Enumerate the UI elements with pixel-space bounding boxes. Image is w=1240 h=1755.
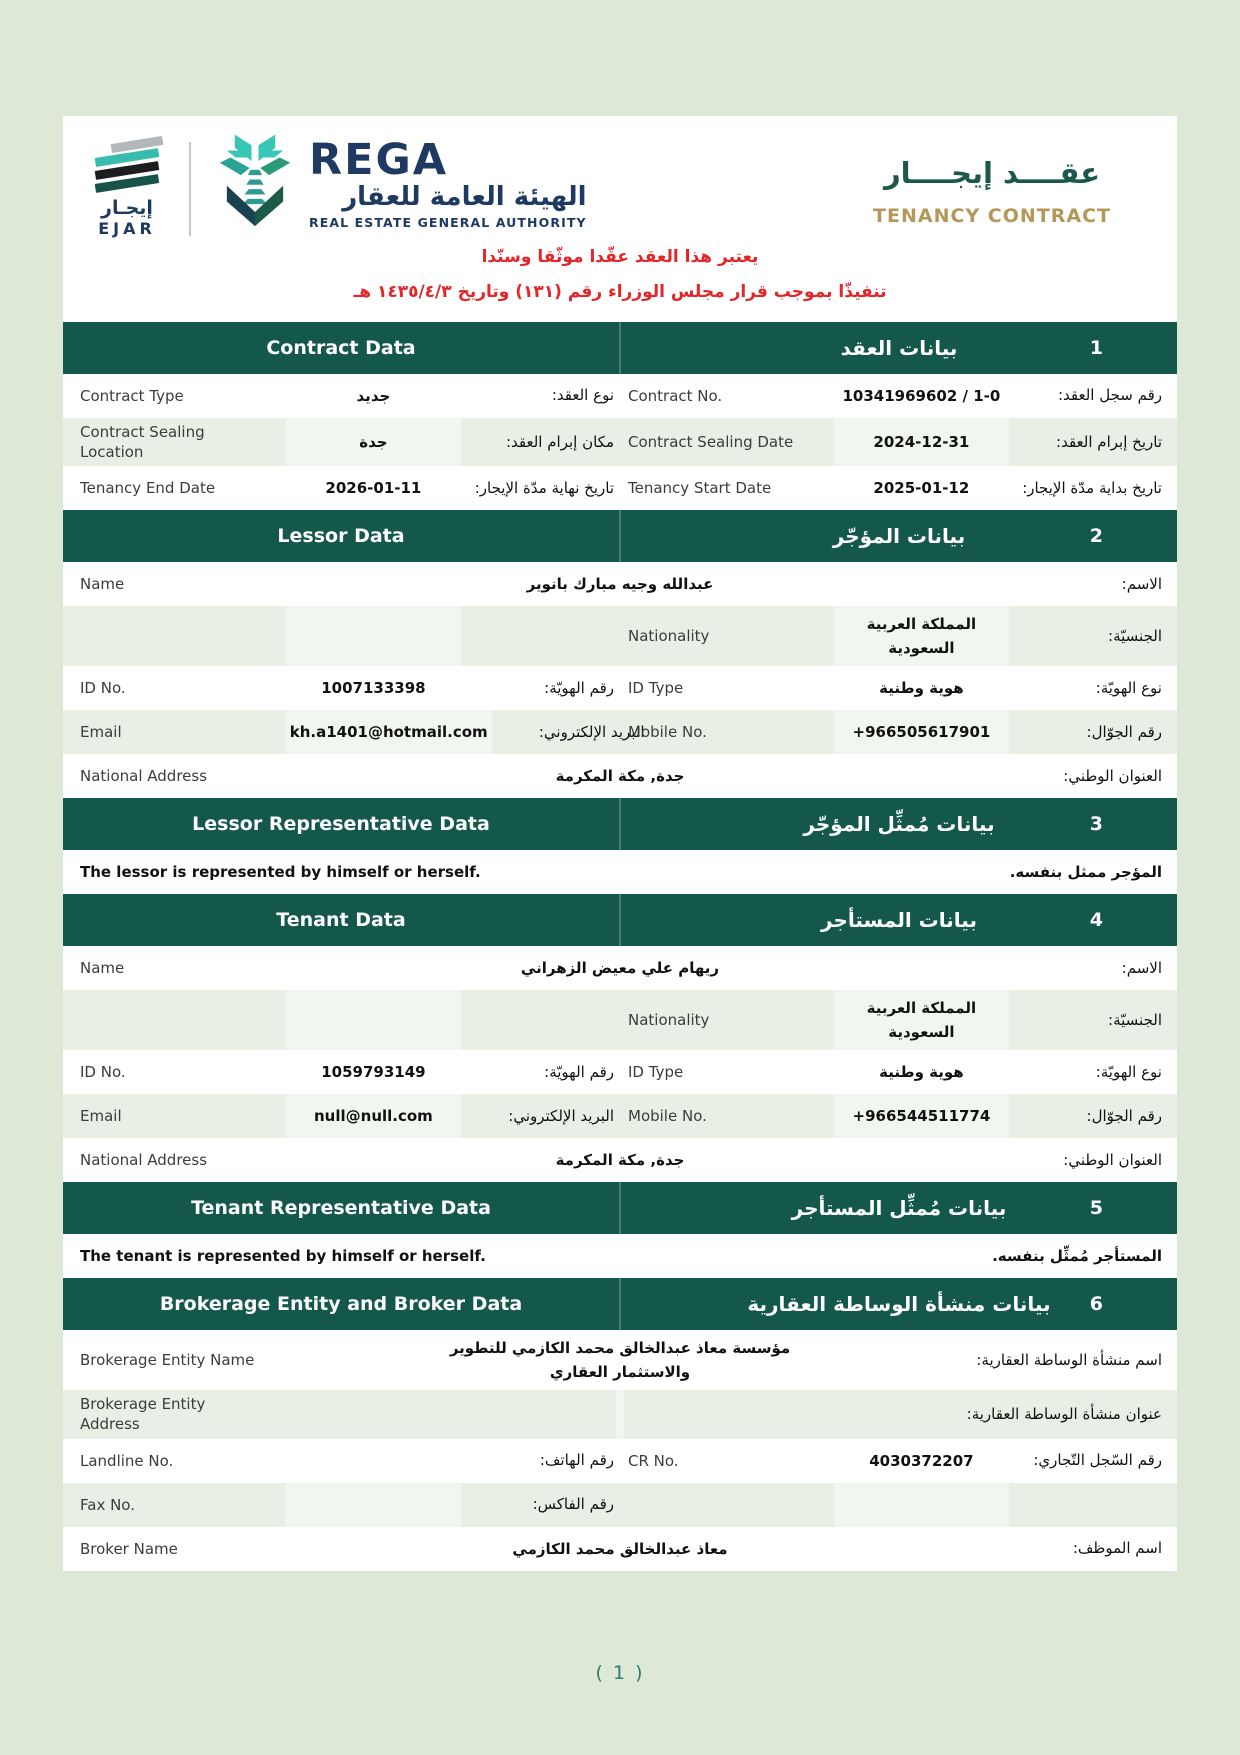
field-label-en: Nationality <box>628 627 710 646</box>
field-value: هوية وطنية <box>879 679 964 698</box>
field-value <box>834 1483 1009 1527</box>
legal-notice-line1: يعتبر هذا العقد عقّدا موثّقا وسنّدا <box>481 247 759 267</box>
field-row <box>63 1330 1177 1390</box>
field-right-half <box>620 710 1168 754</box>
note-text-en: The lessor is represented by himself or herself. <box>80 863 481 882</box>
field-label-en: ID No. <box>80 679 126 698</box>
field-row <box>63 466 1177 510</box>
section-header-left <box>63 1278 621 1330</box>
field-label-ar: الاسم: <box>1121 958 1162 977</box>
rega-logo <box>211 132 587 232</box>
section-header <box>63 1182 1177 1234</box>
section-title-en: Brokerage Entity and Broker Data <box>159 1293 523 1316</box>
ejar-wordmark-en: EJAR <box>98 219 156 238</box>
field-label-ar: رقم الجوّال: <box>1086 722 1162 741</box>
rega-subtitle: REAL ESTATE GENERAL AUTHORITY <box>309 215 587 231</box>
field-value: ريهام علي معيض الزهراني <box>520 959 720 978</box>
field-label-ar: رقم الهاتف: <box>539 1451 614 1470</box>
field-left-half <box>72 1483 620 1527</box>
field-label-ar: البريد الإلكتروني: <box>508 1106 614 1125</box>
section-title-en: Lessor Representative Data <box>192 813 490 836</box>
field-left-half <box>72 606 620 666</box>
field-label-ar <box>461 632 620 640</box>
section-title-en: Tenant Representative Data <box>191 1197 491 1220</box>
field-value: المملكة العربية السعودية <box>834 990 1009 1050</box>
field-row <box>63 1094 1177 1138</box>
ejar-wordmark-ar: إيجـار <box>101 197 153 219</box>
field-value: جدة <box>286 418 461 467</box>
field-value: معاذ عبدالخالق محمد الكازمي <box>512 1539 728 1558</box>
field-value: 1007133398 <box>321 679 426 698</box>
field-value: null@null.com <box>286 1094 461 1138</box>
note-row <box>63 1234 1177 1278</box>
section-number: 4 <box>1089 909 1103 932</box>
field-value <box>286 990 461 1050</box>
field-row <box>63 606 1177 666</box>
field-left-half <box>72 666 620 710</box>
field-value: 4030372207 <box>869 1451 974 1470</box>
field-value <box>286 1483 461 1527</box>
note-text-en: The tenant is represented by himself or herself. <box>80 1247 486 1266</box>
field-left-half <box>72 374 620 418</box>
field-label-en: National Address <box>80 1151 208 1170</box>
section-1 <box>63 322 1177 511</box>
field-label-ar: رقم الجوّال: <box>1086 1106 1162 1125</box>
section-header-left <box>63 1182 621 1234</box>
field-label-en: Email <box>80 1107 122 1126</box>
field-label-ar: نوع الهويّة: <box>1095 678 1162 697</box>
field-right-half <box>620 1050 1168 1094</box>
field-row <box>63 1138 1177 1182</box>
field-right-half <box>620 606 1168 666</box>
section-title-ar: بيانات مُمثِّل المؤجّر <box>803 812 995 837</box>
section-header <box>63 322 1177 374</box>
section-header-right <box>621 510 1177 562</box>
field-left-half <box>72 1094 620 1138</box>
section-title-ar: بيانات المؤجّر <box>832 524 966 549</box>
field-value: 10341969602 / 1-0 <box>842 386 1001 405</box>
field-label-en: Broker Name <box>80 1539 178 1558</box>
field-value: 2025-01-12 <box>873 479 970 498</box>
field-value: +966544511774 <box>834 1094 1009 1138</box>
section-header-left <box>63 798 621 850</box>
field-label-ar: العنوان الوطني: <box>1063 766 1162 785</box>
field-label-en: Nationality <box>628 1011 710 1030</box>
field-label-ar: العنوان الوطني: <box>1063 1150 1162 1169</box>
field-label-ar: نوع الهويّة: <box>1095 1062 1162 1081</box>
rega-wordmark <box>309 136 587 231</box>
field-right-half <box>620 466 1168 510</box>
field-label-en: Tenancy End Date <box>80 479 216 498</box>
field-label-en: Tenancy Start Date <box>628 479 772 498</box>
field-value: 2024-12-31 <box>834 418 1009 467</box>
field-label-en: Contract Type <box>80 386 184 405</box>
field-label-ar: مكان إبرام العقد: <box>505 432 614 451</box>
section-header-right <box>621 1182 1177 1234</box>
sections <box>63 322 1177 1571</box>
field-row <box>63 990 1177 1050</box>
field-label-ar: الاسم: <box>1121 574 1162 593</box>
section-header-left <box>63 510 621 562</box>
field-label-ar <box>1009 1501 1168 1509</box>
field-label-ar: الجنسيّة: <box>1108 1010 1162 1029</box>
field-left-half <box>72 466 620 510</box>
field-label-ar: اسم منشأة الوساطة العقارية: <box>976 1350 1162 1369</box>
field-label-en: ID Type <box>628 1063 684 1082</box>
field-value: 2026-01-11 <box>325 479 422 498</box>
field-value: جديد <box>356 386 391 405</box>
palm-tree-icon <box>211 134 299 232</box>
section-3 <box>63 798 1177 894</box>
field-label-en: Brokerage Entity Name <box>80 1351 255 1370</box>
section-header <box>63 798 1177 850</box>
section-4 <box>63 894 1177 1182</box>
section-title-en: Lessor Data <box>277 525 405 548</box>
field-value: عبدالله وجيه مبارك بانوير <box>526 575 714 594</box>
field-row <box>63 946 1177 990</box>
brand-divider <box>189 142 191 236</box>
field-value: 1059793149 <box>321 1063 426 1082</box>
field-label-ar: البريد الإلكتروني: <box>538 722 645 741</box>
section-6 <box>63 1278 1177 1571</box>
field-right-half <box>620 666 1168 710</box>
field-right-half <box>620 1094 1168 1138</box>
field-label-en: Name <box>80 959 125 978</box>
legal-notice-line2: تنفيذّا بموجب قرار مجلس الوزراء رقم (١٣١) وتاريخ ١٤٣٥/٤/٣ هـ <box>353 281 887 302</box>
rega-name: REGA <box>309 134 449 185</box>
field-row <box>63 1527 1177 1571</box>
field-label-ar: رقم سجل العقد: <box>1057 386 1162 405</box>
field-value: المملكة العربية السعودية <box>834 606 1009 666</box>
field-label-ar: رقم الهويّة: <box>544 1062 614 1081</box>
ejar-logo <box>83 132 171 238</box>
section-number: 3 <box>1089 813 1103 836</box>
section-header-right <box>621 322 1177 374</box>
section-header-right <box>621 1278 1177 1330</box>
document-title-ar: عقــــد إيجــــار <box>883 156 1101 190</box>
field-row <box>63 374 1177 418</box>
field-label-en: Name <box>80 575 125 594</box>
field-row <box>63 562 1177 606</box>
section-title-ar: بيانات منشأة الوساطة العقارية <box>747 1292 1051 1317</box>
field-label-ar: تاريخ بداية مدّة الإيجار: <box>1022 478 1162 497</box>
section-header-right <box>621 894 1177 946</box>
field-label-en: Contract Sealing Date <box>628 432 794 451</box>
field-left-half <box>72 1439 620 1483</box>
field-value <box>616 1390 624 1439</box>
field-right-half <box>620 1439 1168 1483</box>
field-label-en: Mobile No. <box>628 723 707 742</box>
field-label-en <box>72 1016 257 1024</box>
field-left-half <box>72 1050 620 1094</box>
field-label-ar: رقم الهويّة: <box>544 678 614 697</box>
section-number: 5 <box>1089 1197 1103 1220</box>
field-label-ar: اسم الموظف: <box>1072 1539 1162 1558</box>
field-left-half <box>72 710 645 754</box>
document-title-en: TENANCY CONTRACT <box>873 205 1111 227</box>
field-value: جدة, مكة المكرمة <box>555 767 685 786</box>
field-label-ar: تاريخ نهاية مدّة الإيجار: <box>474 478 614 497</box>
note-text-ar: المستأجر مُمثِّل بنفسه. <box>992 1247 1162 1266</box>
field-right-half <box>620 374 1168 418</box>
field-right-half <box>620 1483 1168 1527</box>
field-label-en: CR No. <box>628 1451 679 1470</box>
field-label-en: Fax No. <box>80 1495 135 1514</box>
field-row <box>63 1390 1177 1439</box>
field-label-ar <box>461 1016 620 1024</box>
field-label-en <box>620 1501 805 1509</box>
field-label-ar: رقم السّجل التّجاري: <box>1033 1451 1162 1470</box>
field-label-ar: نوع العقد: <box>551 386 614 405</box>
section-title-ar: بيانات مُمثِّل المستأجر <box>791 1196 1007 1221</box>
field-row <box>63 754 1177 798</box>
section-number: 1 <box>1089 336 1103 359</box>
field-label-en: Contract Sealing Location <box>80 422 205 461</box>
document-title <box>873 132 1151 227</box>
section-2 <box>63 510 1177 798</box>
section-number: 6 <box>1089 1293 1103 1316</box>
field-left-half <box>72 990 620 1050</box>
section-5 <box>63 1182 1177 1278</box>
section-header-right <box>621 798 1177 850</box>
field-row <box>63 710 1177 754</box>
section-number: 2 <box>1089 525 1103 548</box>
legal-notice <box>63 240 1177 322</box>
field-value: +966505617901 <box>834 710 1009 754</box>
field-row <box>63 418 1177 467</box>
field-left-half <box>72 418 620 467</box>
field-label-ar: تاريخ إبرام العقد: <box>1056 432 1162 451</box>
page-number: ( 1 ) <box>595 1662 645 1684</box>
field-label-en: Landline No. <box>80 1451 174 1470</box>
document-header <box>63 116 1177 240</box>
field-label-en: ID Type <box>628 679 684 698</box>
field-right-half <box>620 418 1168 467</box>
field-value: هوية وطنية <box>879 1063 964 1082</box>
note-text-ar: المؤجر ممثل بنفسه. <box>1009 863 1162 882</box>
field-value <box>286 606 461 666</box>
section-title-en: Tenant Data <box>276 909 406 932</box>
section-title-en: Contract Data <box>266 336 416 359</box>
field-value: مؤسسة معاذ عبدالخالق محمد الكازمي للتطوير والاستثمار العقاري <box>449 1339 791 1382</box>
field-value: جدة, مكة المكرمة <box>555 1151 685 1170</box>
section-title-ar: بيانات المستأجر <box>821 908 977 933</box>
field-value: kh.a1401@hotmail.com <box>286 710 492 754</box>
field-row <box>63 1483 1177 1527</box>
field-label-ar: الجنسيّة: <box>1108 626 1162 645</box>
contract-document <box>63 116 1177 1571</box>
note-row <box>63 850 1177 894</box>
field-label-en: Mobile No. <box>628 1107 707 1126</box>
field-value <box>286 1455 461 1467</box>
field-label-en: Contract No. <box>628 386 723 405</box>
section-header <box>63 894 1177 946</box>
field-label-ar: رقم الفاكس: <box>532 1495 614 1514</box>
field-label-en: Brokerage Entity Address <box>80 1395 206 1434</box>
field-right-half <box>620 990 1168 1050</box>
section-header-left <box>63 894 621 946</box>
field-label-en: ID No. <box>80 1063 126 1082</box>
section-header-left <box>63 322 621 374</box>
field-label-ar: عنوان منشأة الوساطة العقارية: <box>966 1405 1162 1424</box>
field-label-en <box>72 632 257 640</box>
field-label-en: National Address <box>80 767 208 786</box>
rega-name-ar: الهيئة العامة للعقار <box>342 182 587 213</box>
section-title-ar: بيانات العقد <box>840 335 958 360</box>
field-row <box>63 1439 1177 1483</box>
field-row <box>63 666 1177 710</box>
field-row <box>63 1050 1177 1094</box>
section-header <box>63 1278 1177 1330</box>
section-header <box>63 510 1177 562</box>
field-label-en: Email <box>80 723 122 742</box>
